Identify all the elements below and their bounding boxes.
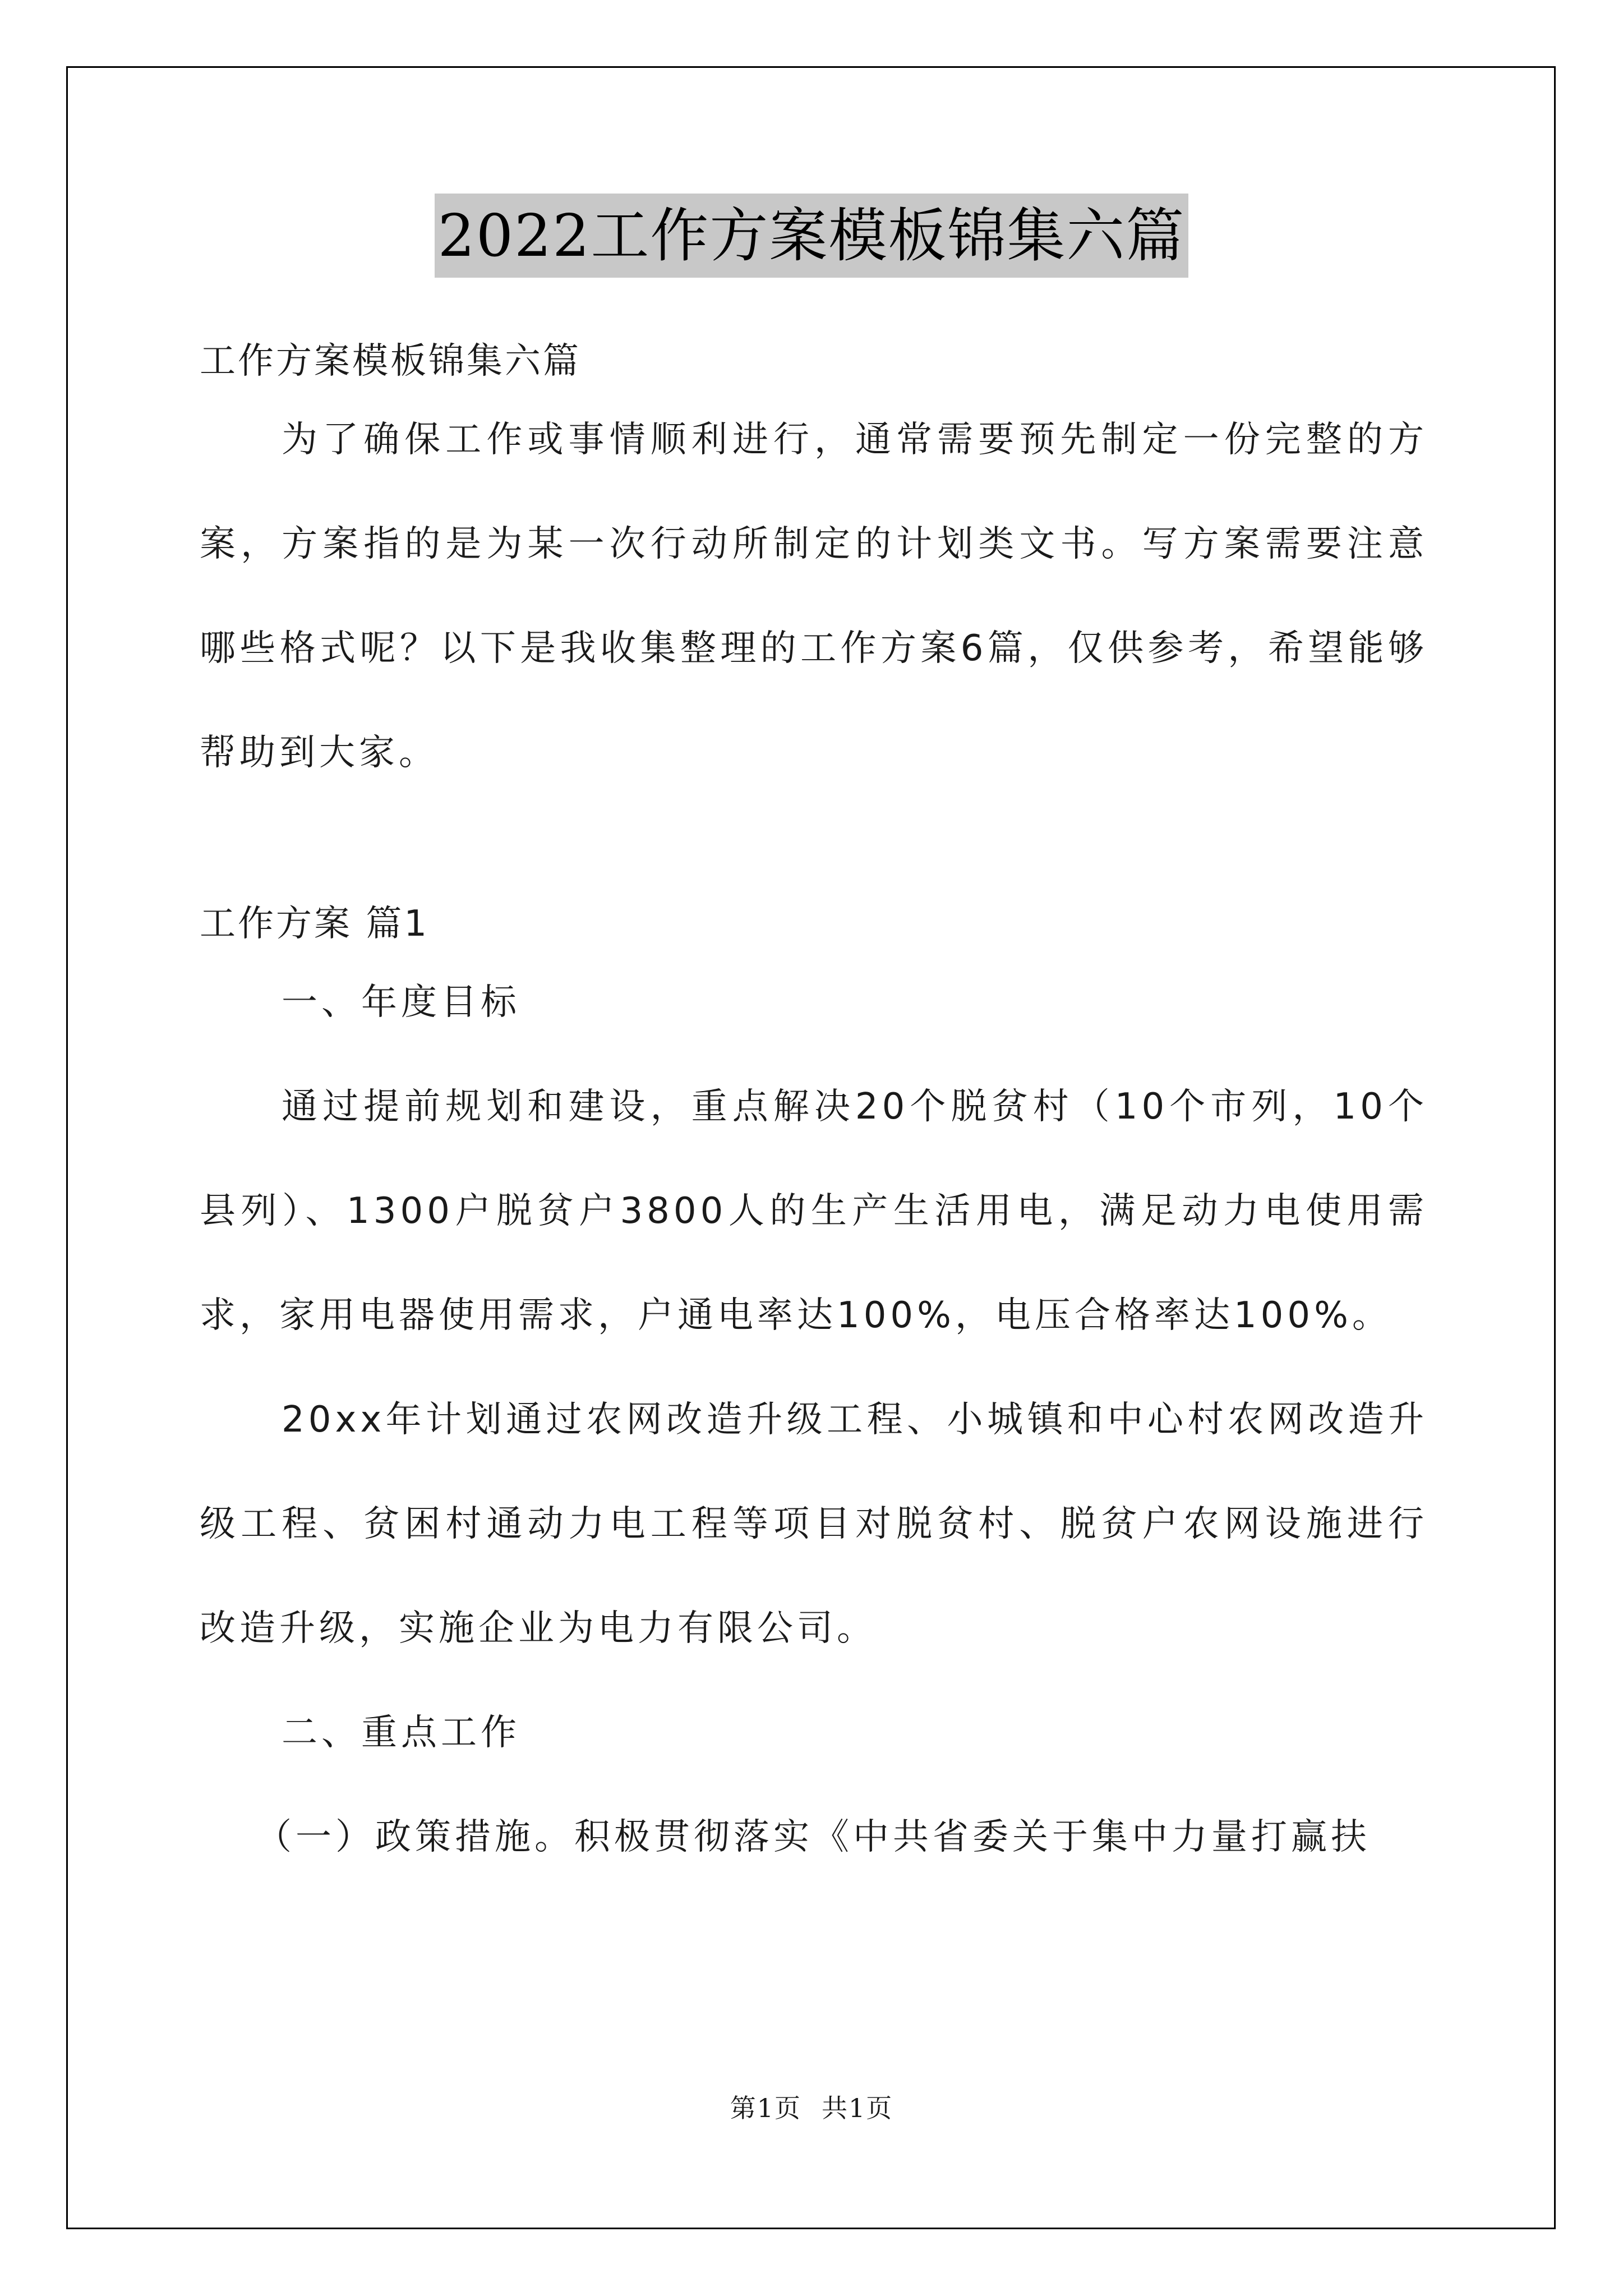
document-body xyxy=(200,314,1428,1889)
page-number-current: 第1页 xyxy=(730,2093,801,2123)
title-container xyxy=(0,194,1623,278)
intro-paragraph: 为了确保工作或事情顺利进行，通常需要预先制定一份完整的方案，方案指的是为某一次行动所制定的计划类文书。写方案需要注意哪些格式呢？以下是我收集整理的工作方案6篇，仅供参考，希望能够帮助到大家。 xyxy=(200,419,1428,774)
paragraph-goal: 通过提前规划和建设，重点解决20个脱贫村（10个市列，10个县列）、1300户脱贫户3800人的生产生活用电，满足动力电使用需求，家用电器使用需求，户通电率达100%，电压合格率达100%。 xyxy=(200,1086,1428,1336)
page-number-total: 共1页 xyxy=(822,2093,893,2123)
section-heading: 工作方案 篇1 xyxy=(200,903,430,945)
paragraph-plan: 20xx年计划通过农网改造升级工程、小城镇和中心村农网改造升级工程、贫困村通动力电工程等项目对脱贫村、脱贫户农网设施进行改造升级，实施企业为电力有限公司。 xyxy=(200,1399,1428,1649)
document-title: 2022工作方案模板锦集六篇 xyxy=(435,194,1189,278)
paragraph-policy: （一）政策措施。积极贯彻落实《中共省委关于集中力量打赢扶 xyxy=(256,1816,1371,1858)
document-subtitle: 工作方案模板锦集六篇 xyxy=(200,341,581,382)
heading-annual-goal: 一、年度目标 xyxy=(282,982,520,1023)
heading-key-work: 二、重点工作 xyxy=(282,1712,520,1754)
page-footer xyxy=(0,2091,1623,2125)
